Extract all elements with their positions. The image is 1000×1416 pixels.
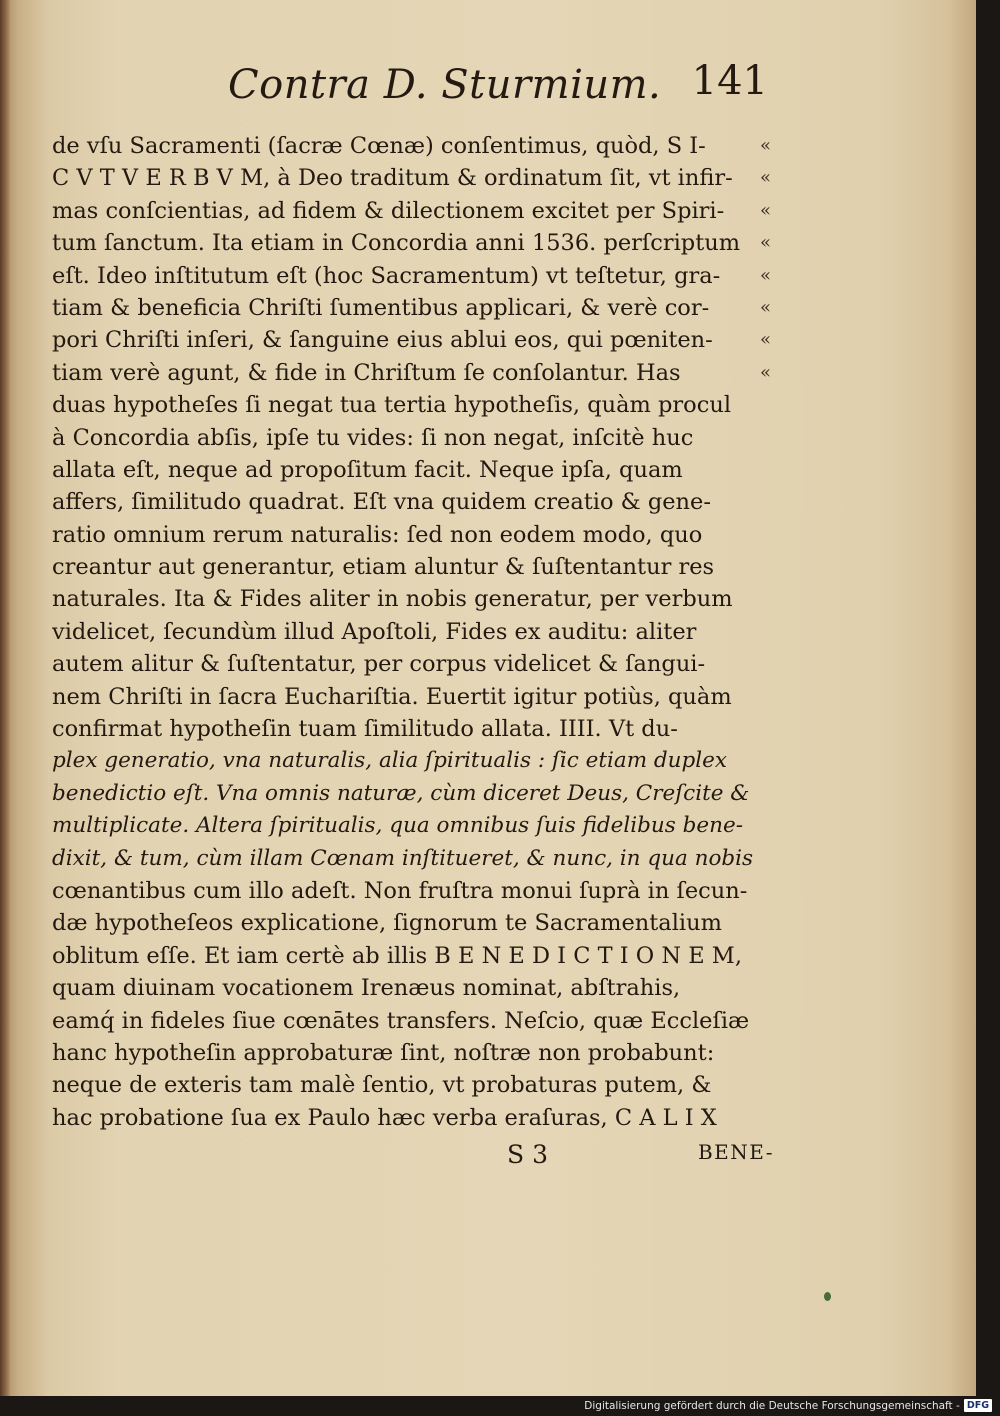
italic-text-line: plex generatio, vna naturalis, alia ſpiritualis : ſic etiam duplex [52,748,728,774]
quote-mark: « [760,329,772,351]
text-line: C V T V E R B V M, à Deo traditum & ordinatum ſit, vt infir- [52,165,733,192]
text-line: de vſu Sacramenti (ſacræ Cœnæ) conſentimus, quòd, S I- [52,133,706,159]
text-line: tum ſanctum. Ita etiam in Concordia anni 1536. perſcriptum [52,230,741,257]
text-line: allata eſt, neque ad propoſitum facit. Neque ipſa, quam [52,456,683,483]
text-line: tiam & beneficia Chriſti ſumentibus applicari, & verè cor- [52,294,710,321]
page-header [228,58,768,122]
quote-mark: « [760,199,772,221]
signature-mark: S 3 [507,1140,548,1169]
funding-credit [584,1399,992,1412]
margin-quote-marks [760,130,790,389]
quote-mark: « [760,361,772,383]
credit-text: Digitalisierung gefördert durch die Deutsche Forschungsgemeinschaft - [584,1399,960,1412]
page-number: 141 [691,58,768,104]
text-line: autem alitur & ſuſtentatur, per corpus videlicet & ſangui- [52,651,706,678]
dfg-logo-icon: DFG [964,1399,992,1412]
catchword: BENE- [697,1140,774,1164]
text-line: dæ hypotheſeos explicatione, ſignorum te Sacramentalium [52,910,722,937]
text-line: nem Chriſti in ſacra Euchariſtia. Euertit igitur potiùs, quàm [52,683,732,710]
body-text [52,130,782,1134]
italic-text-line: multiplicate. Altera ſpiritualis, qua omnibus ſuis fidelibus bene- [52,813,743,839]
text-line: creantur aut generantur, etiam aluntur & ſuſtentantur res [52,554,715,581]
italic-text-line: benedictio eſt. Vna omnis naturæ, cùm diceret Deus, Creſcite & [52,780,750,806]
text-line: confirmat hypotheſin tuam ſimilitudo allata. IIII. Vt du- [52,716,678,743]
quote-mark: « [760,167,772,189]
quote-mark: « [760,264,772,286]
text-line: tiam verè agunt, & fide in Chriſtum ſe conſolantur. Has [52,359,681,386]
quote-mark: « [760,232,772,254]
quote-mark: « [760,135,772,156]
text-line: oblitum eſſe. Et iam certè ab illis B E N E D I C T I O N E M, [52,942,742,969]
text-line: cœnantibus cum illo adeſt. Non fruſtra monui ſuprà in ſecun- [52,877,748,904]
running-title: Contra D. Sturmium. [228,62,662,108]
text-line: duas hypotheſes ſi negat tua tertia hypotheſis, quàm procul [52,392,732,419]
ink-spot [824,1292,831,1301]
text-line: neque de exteris tam malè ſentio, vt probaturas putem, & [52,1072,712,1099]
text-line: hanc hypotheſin approbaturæ ſint, noſtræ non probabunt: [52,1039,715,1066]
text-line: ratio omnium rerum naturalis: ſed non eodem modo, quo [52,521,703,548]
page-footer [52,1140,782,1174]
text-line: naturales. Ita & Fides aliter in nobis generatur, per verbum [52,586,733,613]
book-spine-edge [0,0,10,1396]
text-line: affers, ſimilitudo quadrat. Eſt vna quidem creatio & gene- [52,489,711,516]
text-line: videlicet, ſecundùm illud Apoſtoli, Fides ex auditu: aliter [52,618,697,645]
text-line: eamq́ in fideles ſiue cœnātes transfers. Neſcio, quæ Eccleſiæ [52,1007,750,1034]
italic-text-line: dixit, & tum, cùm illam Cœnam inſtitueret, & nunc, in qua nobis [52,845,754,871]
text-line: mas conſcientias, ad fidem & dilectionem excitet per Spiri- [52,197,725,224]
text-line: à Concordia abſis, ipſe tu vides: ſi non negat, inſcitè huc [52,424,694,451]
text-line: pori Chriſti inſeri, & ſanguine eius ablui eos, qui pœniten- [52,327,713,354]
text-line: quam diuinam vocationem Irenæus nominat, abſtrahis, [52,975,681,1002]
text-line: hac probatione ſua ex Paulo hæc verba eraſuras, C A L I X [52,1104,717,1131]
text-line: eſt. Ideo inſtitutum eſt (hoc Sacramentum) vt teſtetur, gra- [52,262,721,289]
quote-mark: « [760,296,772,318]
